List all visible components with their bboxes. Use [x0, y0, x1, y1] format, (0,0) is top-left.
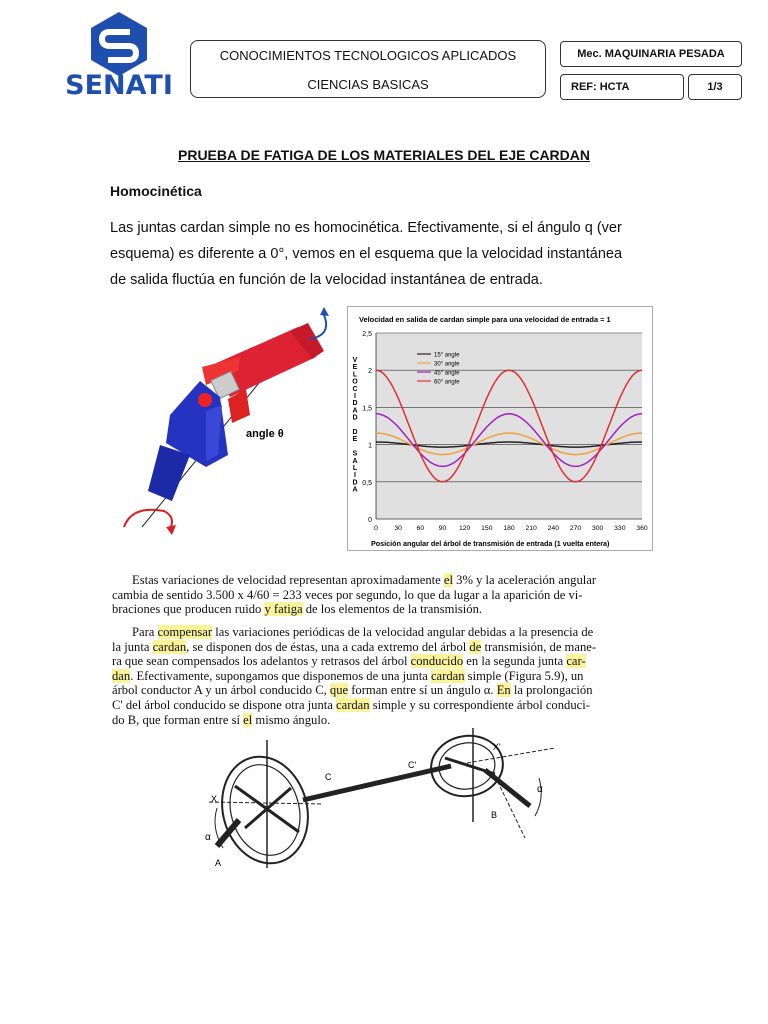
y-tick-label: 2,5	[362, 331, 372, 338]
y-label-letter: L	[352, 371, 358, 379]
program-box: Mec. MAQUINARIA PESADA	[560, 41, 742, 67]
y-label-letter: C	[352, 385, 358, 393]
x-tick-label: 120	[458, 525, 471, 532]
x-tick-label: 90	[438, 525, 447, 532]
label-x-prime: X'	[493, 742, 501, 752]
intro-line: de salida fluctúa en función de la velocidad instantánea de entrada.	[110, 272, 543, 288]
y-label-letter: D	[352, 414, 358, 422]
y-label-letter: A	[352, 407, 358, 415]
y-label-letter: E	[352, 364, 358, 372]
senati-logo-text: SENATI	[65, 70, 173, 101]
label-c: C	[325, 772, 332, 782]
angle-label: angle θ	[246, 428, 284, 440]
y-label-letter: A	[352, 457, 358, 465]
y-label-letter: I	[354, 393, 356, 400]
y-label-letter: A	[352, 486, 358, 494]
y-tick-label: 2	[368, 368, 372, 376]
label-alpha-2: α	[537, 784, 543, 795]
ref-box: REF: HCTA	[560, 74, 684, 100]
y-tick-label: 1	[368, 442, 372, 450]
y-label-letter: S	[352, 450, 358, 458]
document-title: PRUEBA DE FATIGA DE LOS MATERIALES DEL EJE CARDAN	[178, 147, 590, 163]
label-alpha: α	[205, 832, 211, 843]
y-tick-label: 1,5	[362, 405, 372, 413]
x-tick-label: 330	[614, 525, 626, 532]
x-tick-label: 60	[416, 525, 425, 532]
x-tick-label: 360	[636, 525, 648, 532]
y-label-letter: V	[352, 357, 358, 364]
x-tick-label: 150	[481, 525, 493, 532]
x-tick-label: 180	[503, 525, 515, 532]
section-heading: Homocinética	[110, 183, 202, 199]
y-label-letter: D	[352, 479, 358, 487]
blue-input-shaft	[148, 381, 228, 501]
intro-paragraph	[110, 215, 670, 293]
x-tick-label: 30	[394, 525, 402, 532]
x-tick-label: 210	[525, 525, 537, 532]
course-title: CONOCIMIENTOS TECNOLOGICOS APLICADOS	[219, 48, 517, 63]
label-x: X	[211, 794, 218, 804]
label-a: A	[215, 858, 222, 868]
page-number-box: 1/3	[688, 74, 742, 100]
course-subtitle: CIENCIAS BASICAS	[307, 77, 429, 92]
y-label-letter: L	[352, 465, 358, 472]
legend-label: 15° angle	[434, 352, 460, 359]
x-axis-label: Posición angular del árbol de transmisión de entrada (1 vuelta entera)	[371, 539, 610, 548]
y-label-letter: I	[354, 472, 356, 480]
y-label-letter: D	[352, 429, 358, 436]
double-cardan-diagram	[195, 728, 565, 878]
scanned-paragraph-2: Para compensar las variaciones periódicas de la velocidad angular debidas a la presencia de la junta cardan, se disponen dos de éstas, una a cada extremo del árbol de transmisión, de mane- ra que sean compensados los adelantos y retrasos del árbol conducido en la segunda junta car- dan. Efectivamente, supongamos que disponemos de una junta cardan simple (Figura 5.9), un árbol conductor A y un árbol conducido C, que forman entre sí un ángulo α. En la prolongación C' del árbol conducido se dispone otra junta cardan simple y su correspondiente árbol conduci- do B, que forman entre sí el mismo ángulo.	[112, 625, 597, 727]
y-label-letter: D	[352, 400, 358, 408]
legend-label: 45° angle	[434, 370, 460, 377]
x-tick-label: 0	[374, 525, 378, 532]
chart-title: Velocidad en salida de cardan simple para una velocidad de entrada = 1	[359, 315, 611, 324]
intro-line: esquema) es diferente a 0°, vemos en el esquema que la velocidad instantánea	[110, 246, 623, 262]
output-velocity-chart	[347, 306, 653, 551]
label-b: B	[491, 810, 498, 820]
scanned-paragraph-1: Estas variaciones de velocidad representan aproximadamente el 3% y la aceleración angular cambia de sentido 3.500 x 4/60 = 233 veces por segundo, lo que da lugar a la aparición de vi- braciones que producen ruido y fatiga de los elementos de la transmisión.	[112, 573, 597, 617]
y-tick-label: 0,5	[362, 479, 372, 487]
plot-area	[376, 333, 642, 519]
x-tick-label: 270	[569, 525, 582, 532]
legend-label: 60° angle	[434, 379, 460, 386]
y-label-letter: O	[352, 378, 358, 386]
intro-line: Las juntas cardan simple no es homocinética. Efectivamente, si el ángulo q (ver	[110, 220, 622, 236]
label-c-prime: C'	[408, 760, 417, 770]
legend-label: 30° angle	[434, 361, 460, 368]
y-tick-label: 0	[368, 517, 372, 524]
course-header-box	[190, 40, 546, 98]
cross-center-dot	[198, 393, 212, 407]
x-tick-label: 240	[547, 525, 560, 532]
cardan-joint-illustration	[110, 305, 345, 540]
y-label-letter: E	[352, 436, 358, 444]
x-tick-label: 300	[591, 525, 604, 532]
